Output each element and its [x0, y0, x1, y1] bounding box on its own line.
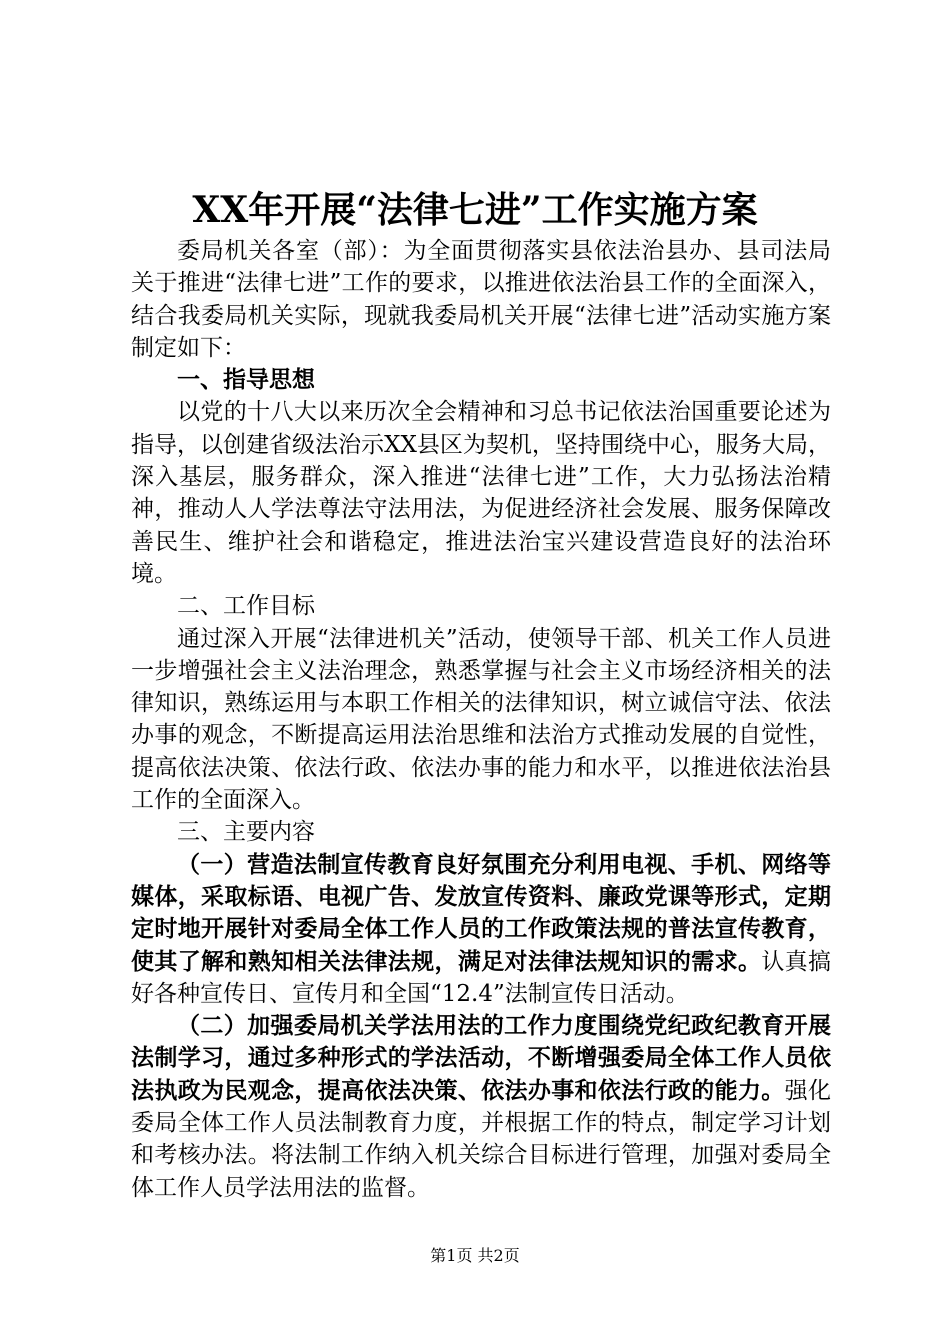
section-3-item-1 [131, 849, 831, 1010]
section-3-item-2-rest: 强化委局全体工作人员法制教育力度，并根据工作的特点，制定学习计划和考核办法。将法制工作纳入机关综合目标进行管理，加强对委局全体工作人员学法用法的监督。 [131, 1077, 832, 1201]
section-2-heading: 二、工作目标 [177, 593, 315, 620]
section-3-item-1-lead: （一）营造法制宣传教育良好氛围充分利用电视、手机、网络等媒体，采取标语、电视广告、发放宣传资料、廉政党课等形式，定期定时地开展针对委局全体工作人员的工作政策法规的普法宣传教育，使其了解和熟知相关法律法规，满足对法律法规知识的需求。 [131, 850, 831, 975]
intro-paragraph: 委局机关各室（部）：为全面贯彻落实县依法治县办、县司法局关于推进“法律七进”工作的要求，以推进依法治县工作的全面深入，结合我委局机关实际，现就我委局机关开展“法律七进”活动实施方案制定如下： [131, 238, 831, 361]
section-3-item-2 [131, 1010, 831, 1204]
document-body [131, 235, 831, 1204]
section-3-heading: 三、主要内容 [177, 819, 315, 846]
section-1-heading: 一、指导思想 [177, 366, 315, 394]
section-1-paragraph: 以党的十八大以来历次全会精神和习总书记依法治国重要论述为指导，以创建省级法治示XX县区为契机，坚持围绕中心，服务大局，深入基层，服务群众，深入推进“法律七进”工作，大力弘扬法治精神，推动人人学法尊法守法用法，为促进经济社会发展、服务保障改善民生、维护社会和谐稳定，推进法治宝兴建设营造良好的法治环境。 [131, 399, 831, 587]
section-3-item-2-lead: （二）加强委局机关学法用法的工作力度围绕党纪政纪教育开展法制学习，通过多种形式的学法活动，不断增强委局全体工作人员依法执政为民观念，提高依法决策、依法办事和依法行政的能力。 [131, 1012, 831, 1104]
section-3-item-1-rest: 认真搞好各种宣传日、宣传月和全国“12.4”法制宣传日活动。 [131, 948, 832, 1007]
page-footer: 第1页 共2页 [430, 1246, 520, 1265]
document-title: XX年开展“法律七进”工作实施方案 [192, 189, 758, 231]
section-2-paragraph: 通过深入开展“法律进机关”活动，使领导干部、机关工作人员进一步增强社会主义法治理念，熟悉掌握与社会主义市场经济相关的法律知识，熟练运用与本职工作相关的法律知识，树立诚信守法、依法办事的观念，不断提高运用法治思维和法治方式推动发展的自觉性，提高依法决策、依法行政、依法办事的能力和水平，以推进依法治县工作的全面深入。 [131, 625, 831, 814]
